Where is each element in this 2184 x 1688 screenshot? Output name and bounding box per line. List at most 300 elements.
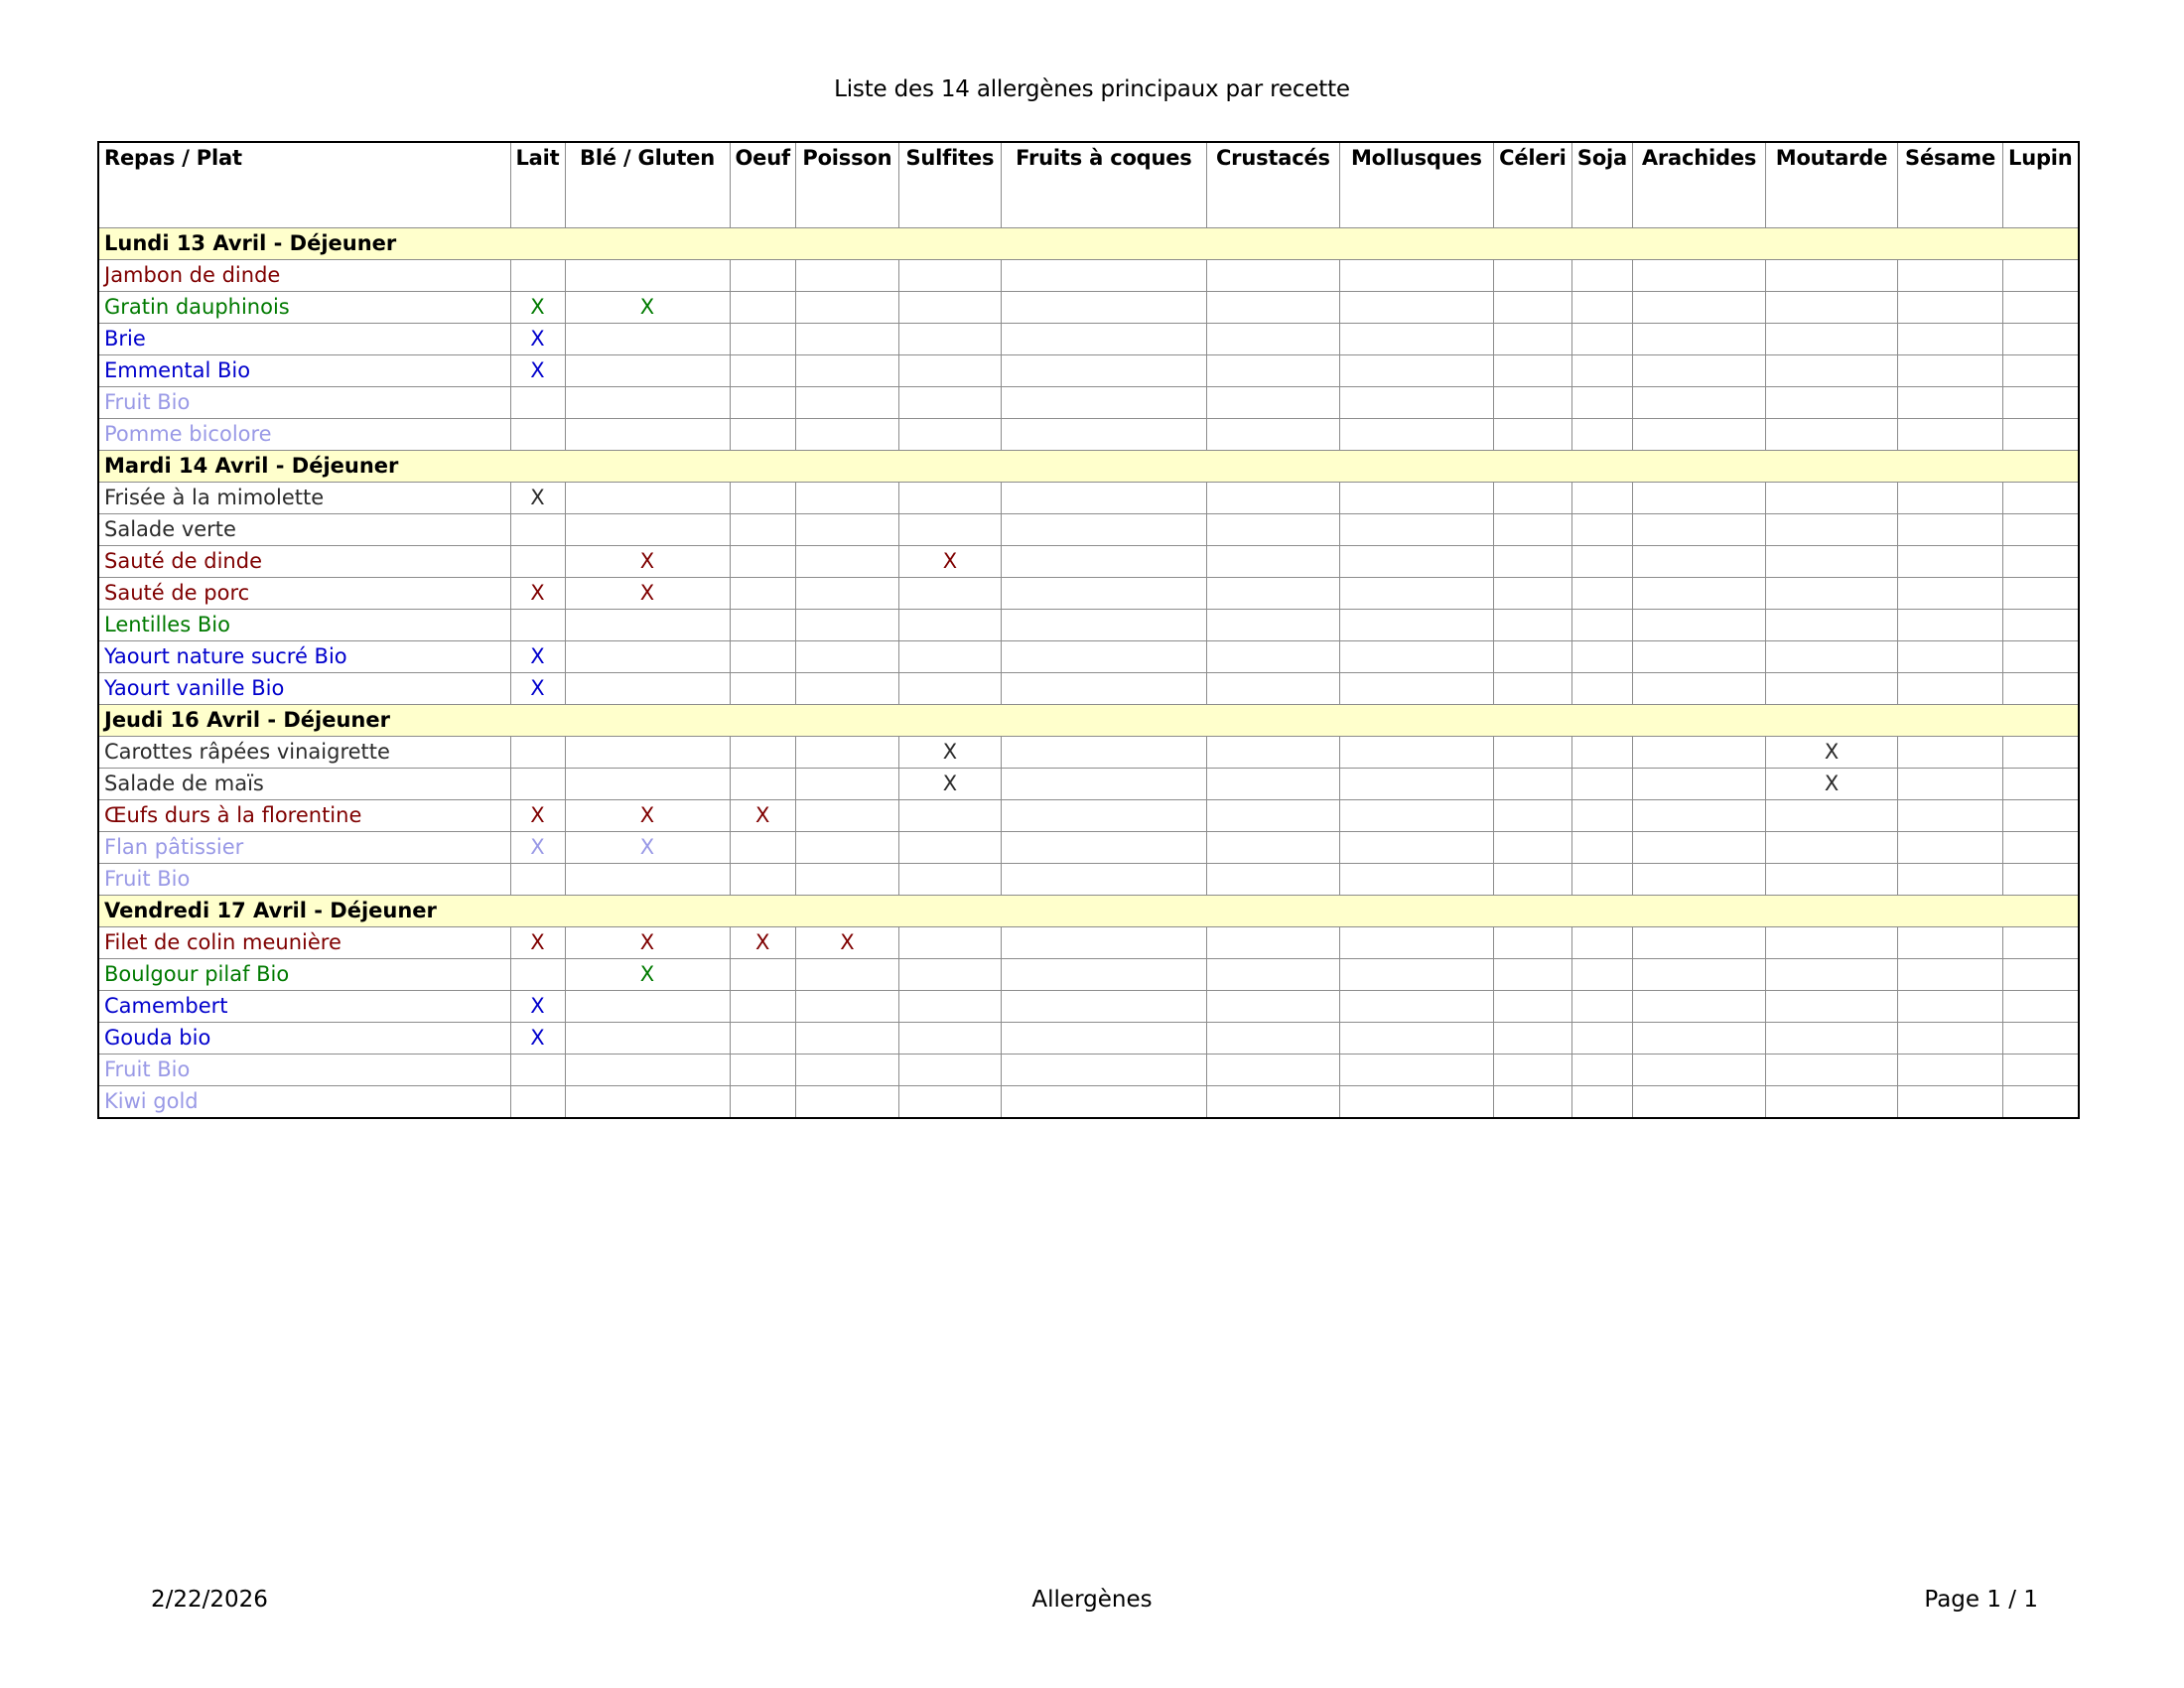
- allergen-cell-empty: [1206, 990, 1339, 1022]
- allergen-cell-empty: [795, 736, 898, 768]
- allergen-cell-empty: [2003, 926, 2079, 958]
- allergen-cell-empty: [1493, 768, 1571, 799]
- day-row-filler-cell: [795, 227, 898, 259]
- allergen-cell-empty: [1206, 1054, 1339, 1085]
- allergen-cell-empty: [1633, 799, 1766, 831]
- allergen-cell-empty: [1339, 640, 1493, 672]
- column-header-poisson: Poisson: [795, 142, 898, 227]
- dish-name: Pomme bicolore: [98, 418, 510, 450]
- allergen-cell-empty: [565, 418, 730, 450]
- allergen-cell-empty: [1493, 799, 1571, 831]
- allergen-cell-empty: [1001, 672, 1206, 704]
- day-row-filler-cell: [1898, 227, 2003, 259]
- allergen-cell-empty: [1571, 768, 1632, 799]
- allergen-cell-empty: [1339, 323, 1493, 354]
- allergen-cell-empty: [2003, 259, 2079, 291]
- allergen-cell-empty: [1493, 291, 1571, 323]
- allergen-cell-empty: [898, 513, 1001, 545]
- day-row-filler-cell: [510, 227, 565, 259]
- allergen-cell-empty: [2003, 609, 2079, 640]
- allergen-cell-empty: [2003, 323, 2079, 354]
- allergen-mark: X: [730, 926, 795, 958]
- allergen-cell-empty: [565, 640, 730, 672]
- dish-row: [98, 291, 2079, 323]
- allergen-cell-empty: [1571, 990, 1632, 1022]
- document-title: Liste des 14 allergènes principaux par recette: [834, 76, 1350, 102]
- allergen-cell-empty: [2003, 545, 2079, 577]
- allergen-cell-empty: [1633, 863, 1766, 895]
- allergen-cell-empty: [1339, 354, 1493, 386]
- allergen-cell-empty: [1493, 990, 1571, 1022]
- day-row-filler-cell: [1633, 450, 1766, 482]
- allergen-cell-empty: [795, 323, 898, 354]
- dish-row: [98, 513, 2079, 545]
- day-label: Lundi 13 Avril - Déjeuner: [98, 227, 510, 259]
- allergen-cell-empty: [2003, 482, 2079, 513]
- allergen-mark: X: [510, 640, 565, 672]
- allergen-cell-empty: [565, 609, 730, 640]
- dish-name: Fruit Bio: [98, 1054, 510, 1085]
- day-row-filler-cell: [795, 895, 898, 926]
- column-header-oeuf: Oeuf: [730, 142, 795, 227]
- allergen-cell-empty: [1339, 259, 1493, 291]
- allergen-cell-empty: [1633, 323, 1766, 354]
- day-row-filler-cell: [1898, 704, 2003, 736]
- day-row-filler-cell: [2003, 895, 2079, 926]
- allergen-cell-empty: [1493, 1022, 1571, 1054]
- allergen-mark: X: [565, 799, 730, 831]
- allergen-cell-empty: [898, 672, 1001, 704]
- allergen-cell-empty: [1206, 577, 1339, 609]
- day-row-filler-cell: [1633, 895, 1766, 926]
- allergen-mark: X: [510, 990, 565, 1022]
- allergen-cell-empty: [1898, 386, 2003, 418]
- allergen-mark: X: [510, 291, 565, 323]
- allergen-cell-empty: [1206, 354, 1339, 386]
- allergen-cell-empty: [1206, 291, 1339, 323]
- allergen-cell-empty: [898, 418, 1001, 450]
- allergen-cell-empty: [565, 259, 730, 291]
- allergen-cell-empty: [1766, 672, 1898, 704]
- allergen-cell-empty: [565, 482, 730, 513]
- day-row-filler-cell: [898, 895, 1001, 926]
- allergen-cell-empty: [795, 386, 898, 418]
- allergen-cell-empty: [2003, 990, 2079, 1022]
- allergen-cell-empty: [1571, 926, 1632, 958]
- allergen-cell-empty: [1633, 482, 1766, 513]
- allergen-cell-empty: [730, 1022, 795, 1054]
- dish-name: Frisée à la mimolette: [98, 482, 510, 513]
- dish-row: [98, 1054, 2079, 1085]
- allergen-cell-empty: [1339, 958, 1493, 990]
- dish-row: [98, 482, 2079, 513]
- allergen-cell-empty: [1001, 1054, 1206, 1085]
- dish-name: Œufs durs à la florentine: [98, 799, 510, 831]
- allergen-cell-empty: [1001, 958, 1206, 990]
- allergen-cell-empty: [1898, 291, 2003, 323]
- allergen-cell-empty: [1766, 545, 1898, 577]
- allergen-cell-empty: [1571, 418, 1632, 450]
- column-header-soja: Soja: [1571, 142, 1632, 227]
- day-row-filler-cell: [1571, 450, 1632, 482]
- day-row-filler-cell: [1633, 704, 1766, 736]
- allergen-cell-empty: [1001, 640, 1206, 672]
- allergen-cell-empty: [1001, 1022, 1206, 1054]
- dish-row: [98, 323, 2079, 354]
- allergen-cell-empty: [1898, 736, 2003, 768]
- column-header-moutarde: Moutarde: [1766, 142, 1898, 227]
- day-row-filler-cell: [510, 895, 565, 926]
- allergen-cell-empty: [1001, 926, 1206, 958]
- allergen-cell-empty: [1339, 482, 1493, 513]
- day-row-filler-cell: [730, 450, 795, 482]
- allergen-cell-empty: [1571, 1022, 1632, 1054]
- allergen-cell-empty: [1493, 354, 1571, 386]
- allergen-mark: X: [510, 672, 565, 704]
- allergen-cell-empty: [1001, 577, 1206, 609]
- column-header-celeri: Céleri: [1493, 142, 1571, 227]
- allergen-cell-empty: [1571, 672, 1632, 704]
- allergen-cell-empty: [1571, 736, 1632, 768]
- allergen-cell-empty: [1001, 354, 1206, 386]
- day-row-filler-cell: [565, 704, 730, 736]
- day-row-filler-cell: [2003, 450, 2079, 482]
- allergen-cell-empty: [2003, 768, 2079, 799]
- allergen-cell-empty: [565, 768, 730, 799]
- allergen-cell-empty: [510, 545, 565, 577]
- dish-row: [98, 259, 2079, 291]
- allergen-cell-empty: [565, 513, 730, 545]
- allergen-mark: X: [510, 577, 565, 609]
- dish-name: Fruit Bio: [98, 863, 510, 895]
- allergen-cell-empty: [510, 418, 565, 450]
- allergen-cell-empty: [1766, 990, 1898, 1022]
- allergen-cell-empty: [1493, 577, 1571, 609]
- day-header-row: [98, 450, 2079, 482]
- allergen-cell-empty: [795, 513, 898, 545]
- allergen-cell-empty: [1339, 736, 1493, 768]
- allergen-cell-empty: [730, 609, 795, 640]
- allergen-cell-empty: [795, 863, 898, 895]
- allergen-cell-empty: [1001, 291, 1206, 323]
- allergen-cell-empty: [1633, 672, 1766, 704]
- allergen-cell-empty: [510, 1085, 565, 1118]
- day-row-filler-cell: [1571, 227, 1632, 259]
- allergen-cell-empty: [1571, 640, 1632, 672]
- day-row-filler-cell: [1898, 895, 2003, 926]
- allergen-cell-empty: [1766, 354, 1898, 386]
- allergen-cell-empty: [1493, 545, 1571, 577]
- allergen-cell-empty: [1001, 609, 1206, 640]
- day-row-filler-cell: [2003, 227, 2079, 259]
- dish-row: [98, 831, 2079, 863]
- allergen-mark: X: [565, 958, 730, 990]
- dish-name: Salade verte: [98, 513, 510, 545]
- allergen-cell-empty: [1206, 545, 1339, 577]
- dish-row: [98, 386, 2079, 418]
- day-row-filler-cell: [1206, 227, 1339, 259]
- allergen-cell-empty: [795, 418, 898, 450]
- allergen-cell-empty: [2003, 513, 2079, 545]
- allergen-mark: X: [510, 799, 565, 831]
- allergen-cell-empty: [1571, 482, 1632, 513]
- allergen-cell-empty: [565, 990, 730, 1022]
- allergen-cell-empty: [1571, 958, 1632, 990]
- allergen-cell-empty: [898, 958, 1001, 990]
- allergen-cell-empty: [1633, 990, 1766, 1022]
- allergen-cell-empty: [1206, 768, 1339, 799]
- day-row-filler-cell: [565, 227, 730, 259]
- allergen-cell-empty: [1766, 291, 1898, 323]
- day-row-filler-cell: [1493, 450, 1571, 482]
- allergen-mark: X: [1766, 736, 1898, 768]
- allergen-cell-empty: [1898, 640, 2003, 672]
- allergen-cell-empty: [1206, 958, 1339, 990]
- allergen-cell-empty: [1898, 323, 2003, 354]
- dish-name: Jambon de dinde: [98, 259, 510, 291]
- allergen-cell-empty: [1766, 799, 1898, 831]
- day-row-filler-cell: [510, 450, 565, 482]
- allergen-cell-empty: [1766, 1085, 1898, 1118]
- dish-name: Yaourt vanille Bio: [98, 672, 510, 704]
- allergen-cell-empty: [510, 1054, 565, 1085]
- allergen-cell-empty: [510, 863, 565, 895]
- allergen-cell-empty: [1766, 482, 1898, 513]
- day-header-row: [98, 227, 2079, 259]
- allergen-cell-empty: [1633, 513, 1766, 545]
- allergen-cell-empty: [510, 259, 565, 291]
- allergen-cell-empty: [1339, 513, 1493, 545]
- allergen-cell-empty: [1206, 863, 1339, 895]
- allergen-cell-empty: [565, 1054, 730, 1085]
- dish-row: [98, 1022, 2079, 1054]
- allergen-cell-empty: [565, 323, 730, 354]
- allergen-cell-empty: [2003, 799, 2079, 831]
- allergen-cell-empty: [2003, 672, 2079, 704]
- allergen-cell-empty: [1001, 831, 1206, 863]
- allergen-cell-empty: [898, 386, 1001, 418]
- allergen-mark: X: [1766, 768, 1898, 799]
- allergen-cell-empty: [1493, 259, 1571, 291]
- allergen-cell-empty: [565, 386, 730, 418]
- allergen-cell-empty: [1766, 259, 1898, 291]
- allergen-cell-empty: [730, 672, 795, 704]
- dish-row: [98, 958, 2079, 990]
- allergen-cell-empty: [2003, 577, 2079, 609]
- day-header-row: [98, 704, 2079, 736]
- allergen-cell-empty: [1339, 926, 1493, 958]
- allergen-cell-empty: [1001, 736, 1206, 768]
- day-row-filler-cell: [795, 450, 898, 482]
- day-row-filler-cell: [1206, 704, 1339, 736]
- allergen-cell-empty: [1766, 863, 1898, 895]
- column-header-lupin: Lupin: [2003, 142, 2079, 227]
- allergen-cell-empty: [1898, 831, 2003, 863]
- allergen-cell-empty: [1001, 482, 1206, 513]
- allergen-cell-empty: [795, 1085, 898, 1118]
- allergen-cell-empty: [1206, 640, 1339, 672]
- allergen-cell-empty: [795, 640, 898, 672]
- day-row-filler-cell: [1001, 895, 1206, 926]
- allergen-cell-empty: [1493, 1085, 1571, 1118]
- allergen-cell-empty: [2003, 354, 2079, 386]
- allergen-cell-empty: [1493, 863, 1571, 895]
- allergen-cell-empty: [730, 418, 795, 450]
- dish-name: Gratin dauphinois: [98, 291, 510, 323]
- allergen-cell-empty: [795, 259, 898, 291]
- allergen-cell-empty: [898, 990, 1001, 1022]
- dish-name: Gouda bio: [98, 1022, 510, 1054]
- allergen-cell-empty: [1001, 259, 1206, 291]
- allergen-cell-empty: [1898, 609, 2003, 640]
- allergen-cell-empty: [1001, 513, 1206, 545]
- allergen-cell-empty: [1206, 799, 1339, 831]
- allergen-cell-empty: [1633, 354, 1766, 386]
- allergen-cell-empty: [2003, 1085, 2079, 1118]
- dish-name: Boulgour pilaf Bio: [98, 958, 510, 990]
- allergen-cell-empty: [730, 1054, 795, 1085]
- allergen-cell-empty: [565, 1022, 730, 1054]
- allergen-cell-empty: [1001, 545, 1206, 577]
- allergen-cell-empty: [1001, 863, 1206, 895]
- allergen-cell-empty: [1898, 1022, 2003, 1054]
- allergen-cell-empty: [1339, 545, 1493, 577]
- allergen-cell-empty: [1633, 386, 1766, 418]
- day-row-filler-cell: [1493, 227, 1571, 259]
- allergen-cell-empty: [1571, 291, 1632, 323]
- day-row-filler-cell: [1206, 895, 1339, 926]
- allergen-cell-empty: [1633, 640, 1766, 672]
- allergen-mark: X: [565, 577, 730, 609]
- allergen-mark: X: [898, 736, 1001, 768]
- allergen-cell-empty: [1766, 513, 1898, 545]
- day-row-filler-cell: [1571, 704, 1632, 736]
- allergen-cell-empty: [795, 291, 898, 323]
- allergen-cell-empty: [1898, 482, 2003, 513]
- day-label: Jeudi 16 Avril - Déjeuner: [98, 704, 510, 736]
- allergen-mark: X: [510, 1022, 565, 1054]
- allergen-cell-empty: [795, 799, 898, 831]
- allergen-cell-empty: [1633, 1022, 1766, 1054]
- allergen-cell-empty: [1206, 259, 1339, 291]
- dish-name: Brie: [98, 323, 510, 354]
- allergen-cell-empty: [1898, 926, 2003, 958]
- allergen-cell-empty: [1766, 609, 1898, 640]
- allergen-cell-empty: [1898, 418, 2003, 450]
- allergen-cell-empty: [1493, 640, 1571, 672]
- allergen-cell-empty: [1339, 577, 1493, 609]
- allergen-cell-empty: [1766, 926, 1898, 958]
- day-row-filler-cell: [1206, 450, 1339, 482]
- day-row-filler-cell: [1493, 704, 1571, 736]
- allergen-cell-empty: [1766, 831, 1898, 863]
- allergen-cell-empty: [898, 259, 1001, 291]
- allergen-cell-empty: [898, 291, 1001, 323]
- allergen-cell-empty: [1898, 672, 2003, 704]
- allergen-cell-empty: [1766, 386, 1898, 418]
- allergen-cell-empty: [1571, 323, 1632, 354]
- allergen-cell-empty: [730, 291, 795, 323]
- header-row: [98, 142, 2079, 227]
- allergen-cell-empty: [1571, 577, 1632, 609]
- column-header-arachides: Arachides: [1633, 142, 1766, 227]
- allergen-cell-empty: [565, 672, 730, 704]
- allergen-cell-empty: [1339, 799, 1493, 831]
- allergen-cell-empty: [1898, 799, 2003, 831]
- day-row-filler-cell: [730, 704, 795, 736]
- table-body: [98, 227, 2079, 1118]
- allergen-cell-empty: [1206, 323, 1339, 354]
- footer-document-name: Allergènes: [1031, 1587, 1153, 1613]
- allergen-cell-empty: [1633, 1054, 1766, 1085]
- allergen-cell-empty: [898, 640, 1001, 672]
- column-header-fruits-a-coques: Fruits à coques: [1001, 142, 1206, 227]
- allergen-cell-empty: [1633, 291, 1766, 323]
- allergen-mark: X: [898, 768, 1001, 799]
- allergen-cell-empty: [730, 386, 795, 418]
- allergen-cell-empty: [510, 386, 565, 418]
- column-header-dish: Repas / Plat: [98, 142, 510, 227]
- allergen-cell-empty: [1206, 672, 1339, 704]
- allergen-cell-empty: [2003, 1022, 2079, 1054]
- day-row-filler-cell: [1766, 450, 1898, 482]
- dish-name: Sauté de dinde: [98, 545, 510, 577]
- day-row-filler-cell: [2003, 704, 2079, 736]
- allergen-mark: X: [565, 291, 730, 323]
- allergen-cell-empty: [1898, 863, 2003, 895]
- allergen-cell-empty: [565, 1085, 730, 1118]
- day-row-filler-cell: [1339, 704, 1493, 736]
- allergen-cell-empty: [1339, 831, 1493, 863]
- allergen-cell-empty: [1571, 1054, 1632, 1085]
- allergen-cell-empty: [1001, 768, 1206, 799]
- column-header-ble-gluten: Blé / Gluten: [565, 142, 730, 227]
- allergen-cell-empty: [1493, 386, 1571, 418]
- allergen-cell-empty: [565, 736, 730, 768]
- day-label: Vendredi 17 Avril - Déjeuner: [98, 895, 510, 926]
- allergen-cell-empty: [1493, 958, 1571, 990]
- allergen-cell-empty: [1633, 926, 1766, 958]
- allergen-cell-empty: [1493, 831, 1571, 863]
- dish-name: Carottes râpées vinaigrette: [98, 736, 510, 768]
- allergen-cell-empty: [730, 259, 795, 291]
- allergen-cell-empty: [730, 736, 795, 768]
- day-label: Mardi 14 Avril - Déjeuner: [98, 450, 510, 482]
- dish-name: Fruit Bio: [98, 386, 510, 418]
- allergen-cell-empty: [898, 323, 1001, 354]
- dish-row: [98, 1085, 2079, 1118]
- allergen-cell-empty: [730, 990, 795, 1022]
- allergen-table: [97, 141, 2080, 1119]
- day-row-filler-cell: [1339, 895, 1493, 926]
- allergen-cell-empty: [1206, 1085, 1339, 1118]
- dish-row: [98, 609, 2079, 640]
- allergen-cell-empty: [2003, 418, 2079, 450]
- allergen-cell-empty: [1766, 323, 1898, 354]
- allergen-cell-empty: [1339, 863, 1493, 895]
- allergen-cell-empty: [1898, 1085, 2003, 1118]
- allergen-cell-empty: [1898, 990, 2003, 1022]
- dish-row: [98, 926, 2079, 958]
- allergen-cell-empty: [795, 577, 898, 609]
- allergen-cell-empty: [565, 863, 730, 895]
- allergen-cell-empty: [1571, 1085, 1632, 1118]
- dish-name: Yaourt nature sucré Bio: [98, 640, 510, 672]
- allergen-cell-empty: [730, 958, 795, 990]
- allergen-cell-empty: [1001, 1085, 1206, 1118]
- day-row-filler-cell: [898, 227, 1001, 259]
- allergen-cell-empty: [510, 958, 565, 990]
